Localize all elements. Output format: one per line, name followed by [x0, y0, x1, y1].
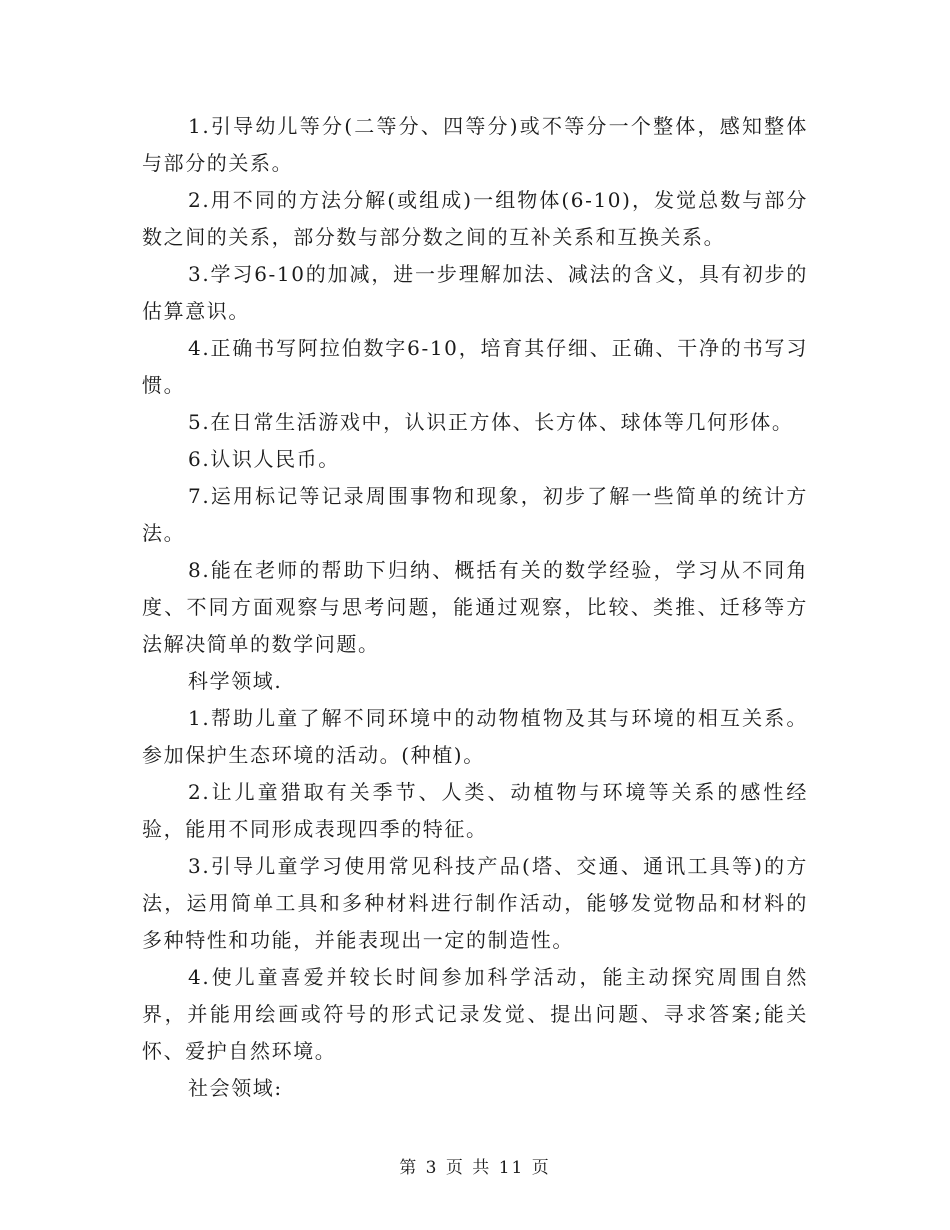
paragraph: 4.使儿童喜爱并较长时间参加科学活动，能主动探究周围自然界，并能用绘画或符号的形式记录发觉、提出问题、寻求答案;能关怀、爱护自然环境。: [142, 965, 808, 1063]
paragraph: 2.用不同的方法分解(或组成)一组物体(6-10)，发觉总数与部分数之间的关系，部分数与部分数之间的互补关系和互换关系。: [142, 188, 808, 249]
paragraph: 5.在日常生活游戏中，认识正方体、长方体、球体等几何形体。: [188, 410, 794, 434]
section-heading-science: 科学领域.: [188, 669, 283, 693]
page-number-footer: 第 3 页 共 11 页: [399, 1158, 551, 1178]
paragraph: 3.学习6-10的加减，进一步理解加法、减法的含义，具有初步的估算意识。: [142, 262, 808, 323]
paragraph: 7.运用标记等记录周围事物和现象，初步了解一些简单的统计方法。: [142, 484, 808, 545]
section-heading-social: 社会领域:: [188, 1076, 283, 1100]
paragraph: 1.引导幼儿等分(二等分、四等分)或不等分一个整体，感知整体与部分的关系。: [142, 114, 808, 175]
paragraph: 1.帮助儿童了解不同环境中的动物植物及其与环境的相互关系。参加保护生态环境的活动。(种植)。: [142, 706, 808, 767]
paragraph: 4.正确书写阿拉伯数字6-10，培育其仔细、正确、干净的书写习惯。: [142, 336, 808, 397]
paragraph: 8.能在老师的帮助下归纳、概括有关的数学经验，学习从不同角度、不同方面观察与思考问题，能通过观察，比较、类推、迁移等方法解决简单的数学问题。: [142, 558, 808, 656]
paragraph: 6.认识人民币。: [188, 447, 340, 471]
document-body: [142, 108, 808, 1107]
paragraph: 2.让儿童猎取有关季节、人类、动植物与环境等关系的感性经验，能用不同形成表现四季的特征。: [142, 780, 808, 841]
paragraph: 3.引导儿童学习使用常见科技产品(塔、交通、通讯工具等)的方法，运用简单工具和多种材料进行制作活动，能够发觉物品和材料的多种特性和功能，并能表现出一定的制造性。: [142, 854, 808, 952]
